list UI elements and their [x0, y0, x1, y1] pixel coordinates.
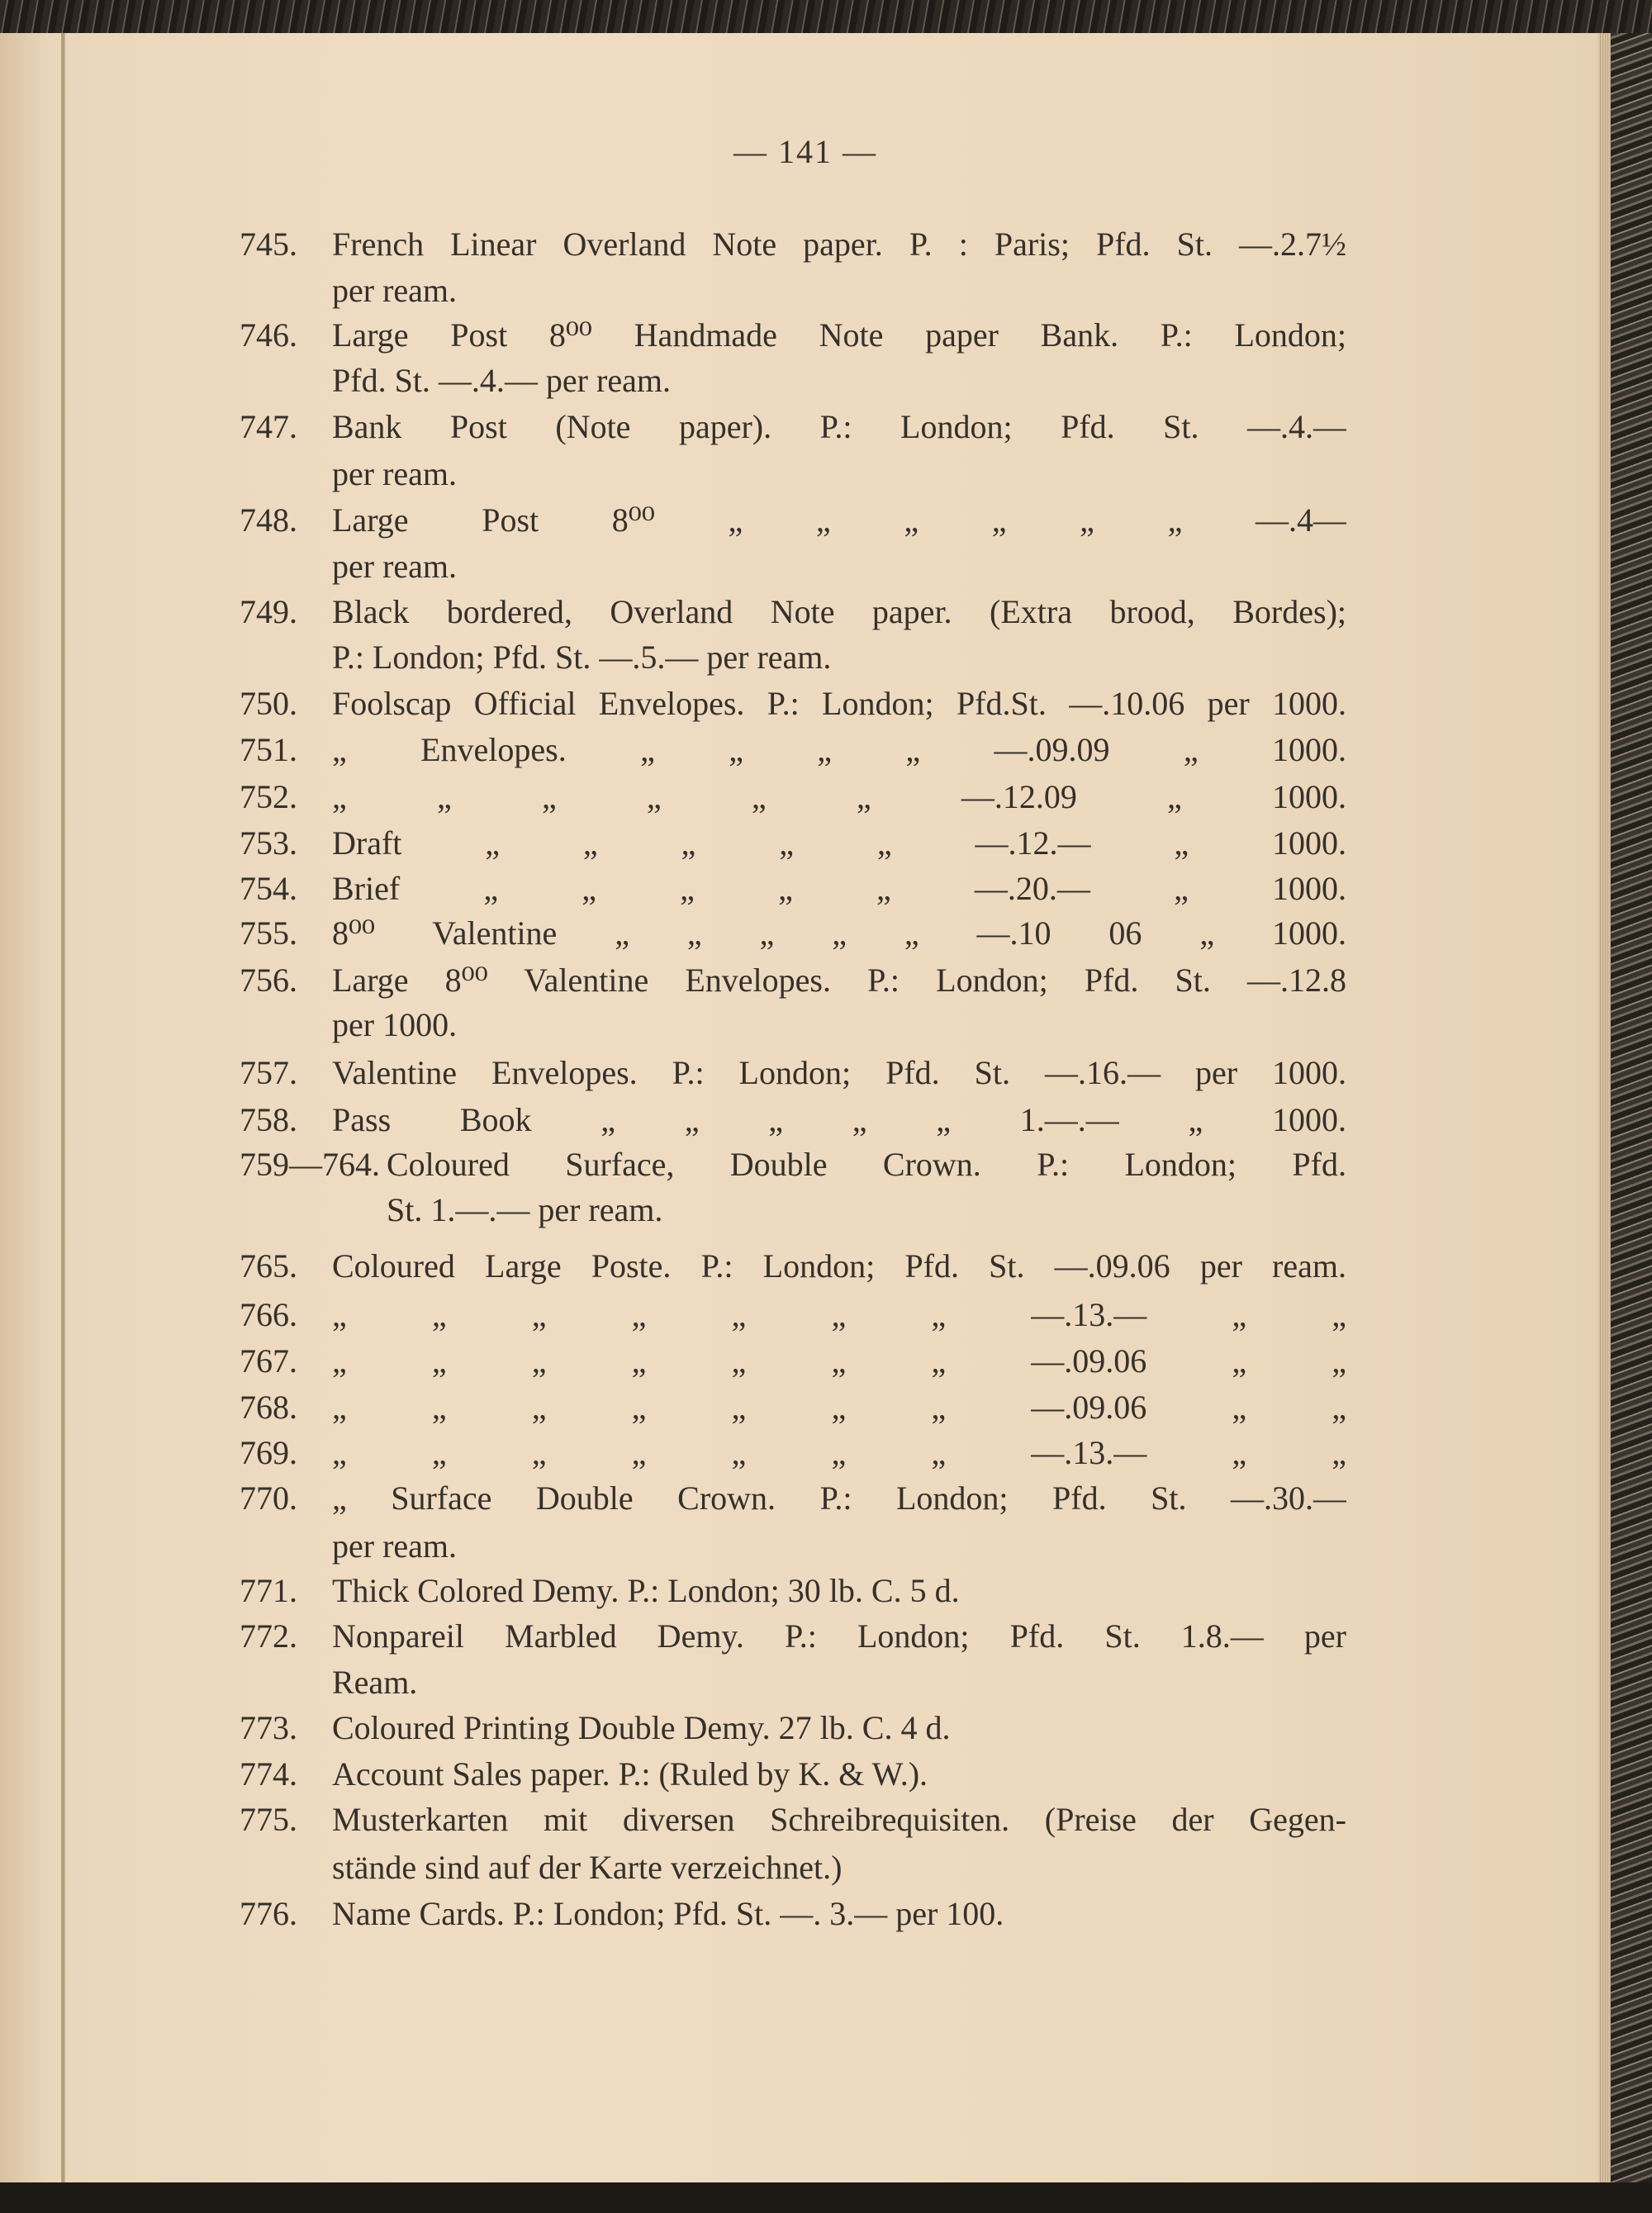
catalogue-entry [240, 1386, 1346, 1429]
entry-text: „ „ „ „ „ „ „ —.09.06 „ „ [332, 1389, 1346, 1426]
entry-number: 768. [240, 1389, 297, 1426]
catalogue-entry-continuation [240, 1661, 1346, 1704]
binding-gutter [61, 30, 65, 2182]
catalogue-entry [240, 591, 1346, 634]
entry-text: Black bordered, Overland Note paper. (Extra brood, Bordes); [332, 593, 1346, 630]
entry-text: Name Cards. P.: London; Pfd. St. —. 3.— per 100. [332, 1895, 1004, 1932]
entry-text: Large Post 8⁰⁰ Handmade Note paper Bank. P.: London; [332, 316, 1346, 354]
catalogue-entry-continuation [240, 269, 1346, 312]
catalogue-entry [240, 1245, 1346, 1288]
entry-text: per ream. [332, 455, 458, 492]
entry-text: Coloured Surface, Double Crown. P.: London; Pfd. [387, 1146, 1346, 1183]
entry-number: 775. [240, 1801, 297, 1838]
entry-text: „ Surface Double Crown. P.: London; Pfd. St. —.30.— [332, 1479, 1346, 1517]
entry-text: Valentine Envelopes. P.: London; Pfd. St. —.16.— per 1000. [332, 1054, 1346, 1091]
catalogue-entry-continuation [240, 636, 1346, 679]
entry-number: 769. [240, 1434, 297, 1471]
entry-number: 755. [240, 914, 297, 952]
entry-number: 747. [240, 408, 297, 445]
entry-text: per ream. [332, 272, 458, 309]
catalogue-entry [240, 1099, 1346, 1142]
entry-number: 774. [240, 1755, 297, 1793]
entry-text: Bank Post (Note paper). P.: London; Pfd. St. —.4.— [332, 408, 1346, 445]
catalogue-entry [240, 314, 1346, 357]
entry-number: 748. [240, 501, 297, 539]
catalogue-entry [240, 912, 1346, 955]
entry-text: Draft „ „ „ „ „ —.12.— „ 1000. [332, 824, 1346, 862]
entry-text: P.: London; Pfd. St. —.5.— per ream. [332, 639, 832, 676]
entry-number: 771. [240, 1572, 297, 1609]
entry-number: 773. [240, 1709, 297, 1746]
entry-number: 770. [240, 1479, 297, 1517]
entry-text: Thick Colored Demy. P.: London; 30 lb. C. 5 d. [332, 1572, 960, 1609]
catalogue-entry [240, 959, 1346, 1002]
entry-number: 751. [240, 731, 297, 768]
catalogue-entry [240, 682, 1346, 725]
entry-number: 750. [240, 685, 297, 722]
entry-number: 767. [240, 1342, 297, 1380]
entry-text: „ „ „ „ „ „ —.12.09 „ 1000. [332, 778, 1346, 815]
catalogue-entry [240, 1798, 1346, 1841]
cover-top-edge [0, 0, 1652, 33]
entry-text: 8⁰⁰ Valentine „ „ „ „ „ —.10 06 „ 1000. [332, 914, 1346, 952]
catalogue-entry-continuation [240, 545, 1346, 588]
entry-text: Nonpareil Marbled Demy. P.: London; Pfd. St. 1.8.— per [332, 1617, 1346, 1655]
entry-text: per 1000. [332, 1006, 458, 1043]
catalogue-entry [240, 1340, 1346, 1383]
entry-text: Large 8⁰⁰ Valentine Envelopes. P.: London; Pfd. St. —.12.8 [332, 962, 1346, 999]
entry-number: 753. [240, 824, 297, 862]
entry-text: „ „ „ „ „ „ „ —.09.06 „ „ [332, 1342, 1346, 1380]
entry-number: 766. [240, 1296, 297, 1333]
entry-text: Pfd. St. —.4.— per ream. [332, 362, 671, 399]
catalogue-entry-continuation [240, 1189, 1346, 1232]
entry-number: 765. [240, 1247, 297, 1285]
entry-text: Foolscap Official Envelopes. P.: London; Pfd.St. —.10.06 per 1000. [332, 685, 1346, 722]
entry-number: 752. [240, 778, 297, 815]
catalogue-entry [240, 1477, 1346, 1520]
entry-text: „ Envelopes. „ „ „ „ —.09.09 „ 1000. [332, 731, 1346, 768]
catalogue-entry [240, 1432, 1346, 1475]
entry-text: Brief „ „ „ „ „ —.20.— „ 1000. [332, 870, 1346, 907]
catalogue-entry [240, 867, 1346, 910]
entry-text: „ „ „ „ „ „ „ —.13.— „ „ [332, 1296, 1346, 1333]
catalogue-entry [240, 1294, 1346, 1337]
entry-text: Coloured Printing Double Demy. 27 lb. C. 4 d. [332, 1709, 951, 1746]
catalogue-entry [240, 1615, 1346, 1658]
entry-text: French Linear Overland Note paper. P. : Paris; Pfd. St. —.2.7½ [332, 226, 1346, 263]
entry-text: Pass Book „ „ „ „ „ 1.—.— „ 1000. [332, 1101, 1346, 1138]
entry-text: Large Post 8⁰⁰ „ „ „ „ „ „ —.4— [332, 501, 1346, 539]
marbled-cover-edge [1611, 0, 1652, 2213]
catalogue-entry [240, 406, 1346, 449]
catalogue-entry [240, 1707, 1346, 1750]
catalogue-entry [240, 1570, 1346, 1612]
catalogue-entry-continuation [240, 1525, 1346, 1568]
catalogue-entry [240, 822, 1346, 865]
page-number: — 141 — [733, 133, 877, 170]
entry-text: Musterkarten mit diversen Schreibrequisiten. (Preise der Gegen- [332, 1801, 1346, 1838]
entry-number: 758. [240, 1101, 297, 1138]
entry-number: 745. [240, 226, 297, 263]
catalogue-entry-continuation [240, 453, 1346, 496]
entry-text: „ „ „ „ „ „ „ —.13.— „ „ [332, 1434, 1346, 1471]
entry-text: Ream. [332, 1664, 418, 1701]
catalogue-entry-continuation [240, 359, 1346, 402]
catalogue-entry [240, 1143, 1346, 1186]
entry-number: 772. [240, 1617, 297, 1655]
catalogue-entry [240, 1753, 1346, 1796]
entry-text: Coloured Large Poste. P.: London; Pfd. St. —.09.06 per ream. [332, 1247, 1346, 1285]
entry-number: 757. [240, 1054, 297, 1091]
entry-number: 759—764. [240, 1146, 380, 1183]
catalogue-entry-continuation [240, 1004, 1346, 1047]
entry-number: 776. [240, 1895, 297, 1932]
catalogue-entry [240, 1052, 1346, 1095]
catalogue-entry [240, 1892, 1346, 1935]
entry-number: 756. [240, 962, 297, 999]
entry-text: St. 1.—.— per ream. [387, 1191, 663, 1228]
entry-number: 749. [240, 593, 297, 630]
catalogue-entry [240, 223, 1346, 266]
cover-bottom-edge [0, 2182, 1652, 2213]
catalogue-entry-continuation [240, 1846, 1346, 1889]
entry-text: per ream. [332, 548, 458, 585]
entry-number: 754. [240, 870, 297, 907]
catalogue-entry [240, 776, 1346, 819]
entry-text: Account Sales paper. P.: (Ruled by K. & W.). [332, 1755, 928, 1793]
entry-number: 746. [240, 316, 297, 354]
catalogue-entry [240, 729, 1346, 772]
entry-text: stände sind auf der Karte verzeichnet.) [332, 1849, 843, 1886]
entry-text: per ream. [332, 1527, 458, 1565]
catalogue-entry [240, 499, 1346, 542]
